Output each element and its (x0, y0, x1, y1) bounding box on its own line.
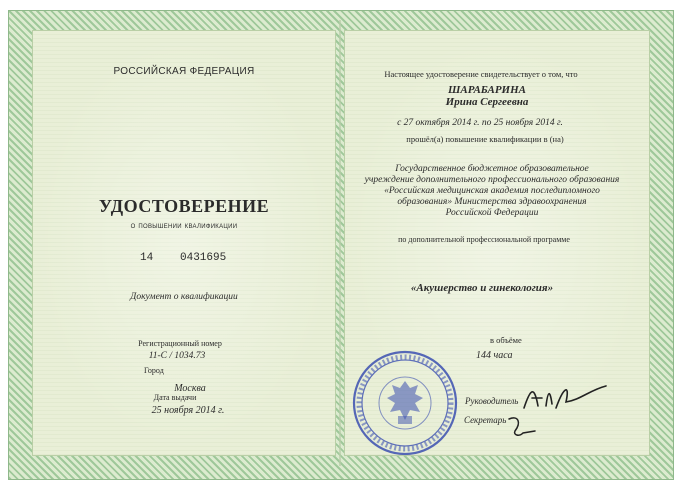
city-value: Москва (174, 383, 206, 394)
city-label: Город (144, 366, 164, 375)
document-type: Документ о квалификации (130, 292, 238, 302)
holder-surname: ШАРАБАРИНА (447, 84, 527, 96)
holder-name: Ирина Сергеевна (445, 96, 529, 108)
volume-value: 144 часа (476, 350, 513, 361)
secretary-label: Секретарь (464, 415, 507, 425)
volume-label: в объёме (490, 335, 522, 345)
country-label: РОССИЙСКАЯ ФЕДЕРАЦИЯ (113, 66, 255, 77)
issue-date-label: Дата выдачи (153, 393, 197, 402)
program-label: по дополнительной профессиональной программе (398, 235, 570, 244)
institution-line-5: Российской Федерации (445, 208, 539, 218)
program-name: «Акушерство и гинекология» (410, 282, 554, 294)
registration-label: Регистрационный номер (138, 339, 222, 348)
series-number: 14 (140, 252, 154, 264)
center-fold (339, 20, 341, 466)
head-label: Руководитель (465, 396, 519, 406)
training-period: с 27 октября 2014 г. по 25 ноября 2014 г. (397, 118, 563, 128)
institution-line-4: образования» Министерства здравоохранения (397, 197, 587, 207)
issue-date: 25 ноября 2014 г. (151, 405, 225, 416)
registration-number: 11-С / 1034.73 (148, 351, 206, 361)
qualification-passed-text: прошёл(а) повышение квалификации в (на) (406, 134, 564, 144)
intro-text: Настоящее удостоверение свидетельствует о том, что (384, 69, 578, 79)
head-signature (520, 380, 610, 414)
secretary-signature (505, 413, 541, 441)
institution-line-2: учреждение дополнительного профессионального образования (364, 175, 620, 185)
official-stamp (350, 348, 460, 458)
document-title: УДОСТОВЕРЕНИЕ (98, 196, 270, 216)
institution-line-3: «Российская медицинская академия последипломного (384, 186, 600, 196)
document-number: 0431695 (180, 252, 227, 264)
institution-line-1: Государственное бюджетное образовательное (395, 164, 589, 174)
document-subtitle: о повышении квалификации (130, 220, 238, 230)
